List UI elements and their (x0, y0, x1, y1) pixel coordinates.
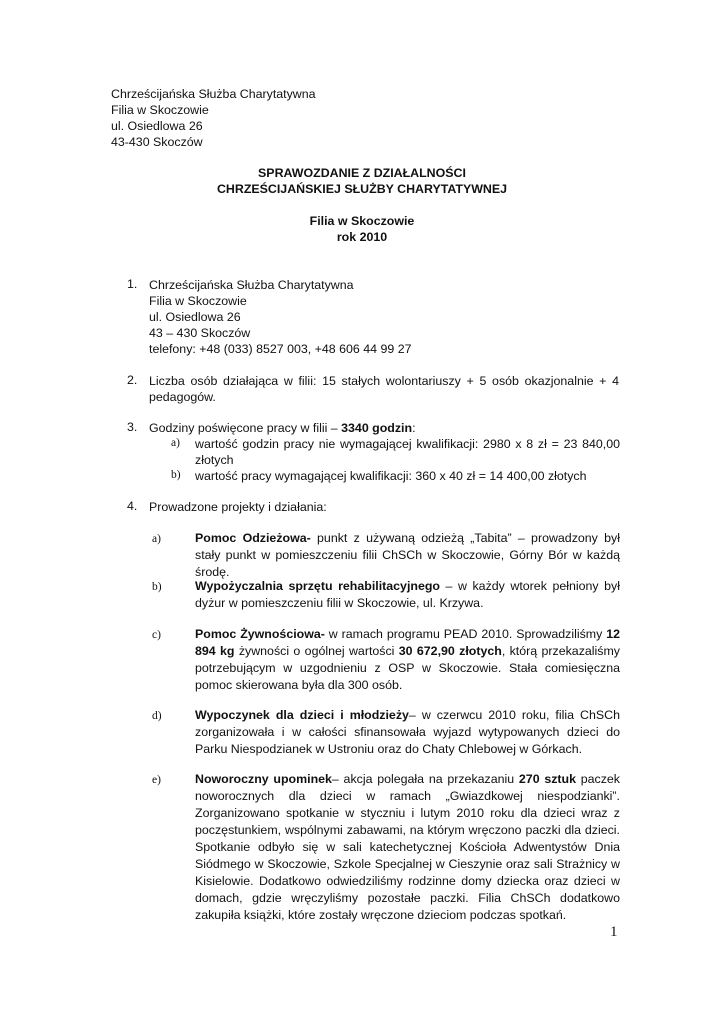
project-b-title: Wypożyczalnia sprzętu rehabilitacyjnego (195, 579, 440, 593)
project-d-text (173, 707, 620, 758)
section-3-text-pre: Godziny poświęcone pracy w filii – (149, 421, 342, 435)
section-3a-letter: a) (171, 437, 180, 449)
project-c-letter: c) (152, 629, 161, 641)
section-2-number: 2. (127, 373, 138, 387)
project-d-title: Wypoczynek dla dzieci i młodzieży (195, 708, 409, 722)
project-c-body-1: w ramach programu PEAD 2010. Sprowadziliśmy (324, 627, 607, 641)
project-b-text (173, 578, 620, 612)
subtitle-line-2: rok 2010 (336, 230, 388, 244)
project-e-title: Noworoczny upominek (195, 772, 332, 786)
project-a-title: Pomoc Odzieżowa- (195, 531, 311, 545)
section-1-address (149, 277, 619, 357)
address-line: 43-430 Skoczów (111, 135, 203, 149)
address-line: ul. Osiedlowa 26 (111, 119, 203, 133)
section-1-line: telefony: +48 (033) 8527 003, +48 606 44 99 27 (149, 342, 412, 356)
project-a-letter: a) (152, 533, 161, 545)
section-1-line: Filia w Skoczowie (149, 294, 247, 308)
section-3b-letter: b) (171, 469, 181, 481)
project-e-quantity: 270 sztuk (518, 772, 576, 786)
project-b-body: – w każdy wtorek pełniony był dyżur w pomieszczeniu filii w Skoczowie, ul. Krzywa. (195, 579, 620, 610)
project-d-body: – w czerwcu 2010 roku, filia ChSCh zorganizowała i w całości sfinansowała wyjazd wytypowanych dzieci do Parku Niespodzianek w Ustroniu oraz do Chaty Chlebowej w Górkach. (195, 708, 620, 756)
project-c-body-2: żywności o ogólnej wartości (234, 644, 399, 658)
title-line-1: SPRAWOZDANIE Z DZIAŁALNOŚCI (258, 166, 466, 180)
address-line: Filia w Skoczowie (111, 103, 209, 117)
section-2-text: Liczba osób działająca w filii: 15 stałych wolontariuszy + 5 osób okazjonalnie + 4 pedagogów. (149, 374, 619, 404)
project-c-text (173, 626, 620, 694)
project-c-value: 30 672,90 złotych (398, 644, 502, 658)
project-e-letter: e) (152, 774, 161, 786)
sender-address (111, 86, 316, 150)
section-4-number: 4. (127, 499, 138, 513)
project-e-text (173, 771, 620, 924)
section-3-number: 3. (127, 420, 138, 434)
section-1-line: ul. Osiedlowa 26 (149, 310, 241, 324)
section-3-hours: 3340 godzin (341, 421, 413, 435)
section-1-line: Chrześcijańska Służba Charytatywna (149, 278, 354, 292)
section-4-text: Prowadzone projekty i działania: (149, 500, 327, 514)
section-3-text-post: : (412, 421, 416, 435)
project-e-body-2: paczek noworocznych dla dzieci w ramach „Gwiazdkowej niespodzianki”. Zorganizowano spotkanie w styczniu i lutym 2010 roku dla dzieci wraz z poczęstunkiem, wspólnymi zabawami, na którym wręczono paczki dla dzieci. Spotkanie odbyło się w sali katechetycznej Kościoła Adwentystów Dnia Siódmego w Skoczowie, Szkole Specjalnej w Cieszynie oraz sali Strażnicy w Kisielowie. Dodatkowo odwiedziliśmy rodzinne domy dziecka oraz dzieci w domach, gdzie wręczyliśmy pozostałe paczki. Filia ChSCh dodatkowo zakupiła książki, które zostały wręczone dzieciom podczas spotkań. (195, 772, 621, 922)
section-1-line: 43 – 430 Skoczów (149, 326, 251, 340)
project-e-body-1: – akcja polegała na przekazaniu (331, 772, 519, 786)
section-1-number: 1. (127, 277, 138, 291)
project-c-quantity: 12 894 kg (195, 627, 620, 658)
page-number: 1 (610, 924, 618, 940)
address-line: Chrześcijańska Służba Charytatywna (111, 87, 316, 101)
project-a-body: punkt z używaną odzieżą „Tabita” – prowadzony był stały punkt w pomieszczeniu filii ChSCh w Skoczowie, Górny Bór w każdą środę. (195, 531, 620, 579)
title-line-2: CHRZEŚCIJAŃSKIEJ SŁUŻBY CHARYTATYWNEJ (216, 182, 508, 196)
section-3-text (149, 420, 619, 436)
project-c-title: Pomoc Żywnościowa- (195, 627, 325, 641)
project-d-letter: d) (152, 710, 162, 722)
section-3b-text: wartość pracy wymagającej kwalifikacji: 360 x 40 zł = 14 400,00 złotych (195, 469, 587, 483)
project-b-letter: b) (152, 581, 162, 593)
project-c-body-3: , którą przekazaliśmy potrzebującym w uzgodnieniu z OSP w Skoczowie. Stała comiesięczna pomoc skierowana była dla 300 osób. (195, 644, 620, 692)
subtitle-line-1: Filia w Skoczowie (309, 214, 415, 228)
project-a-text (173, 530, 620, 581)
section-3a-text: wartość godzin pracy nie wymagającej kwalifikacji: 2980 x 8 zł = 23 840,00 złotych (195, 437, 620, 467)
